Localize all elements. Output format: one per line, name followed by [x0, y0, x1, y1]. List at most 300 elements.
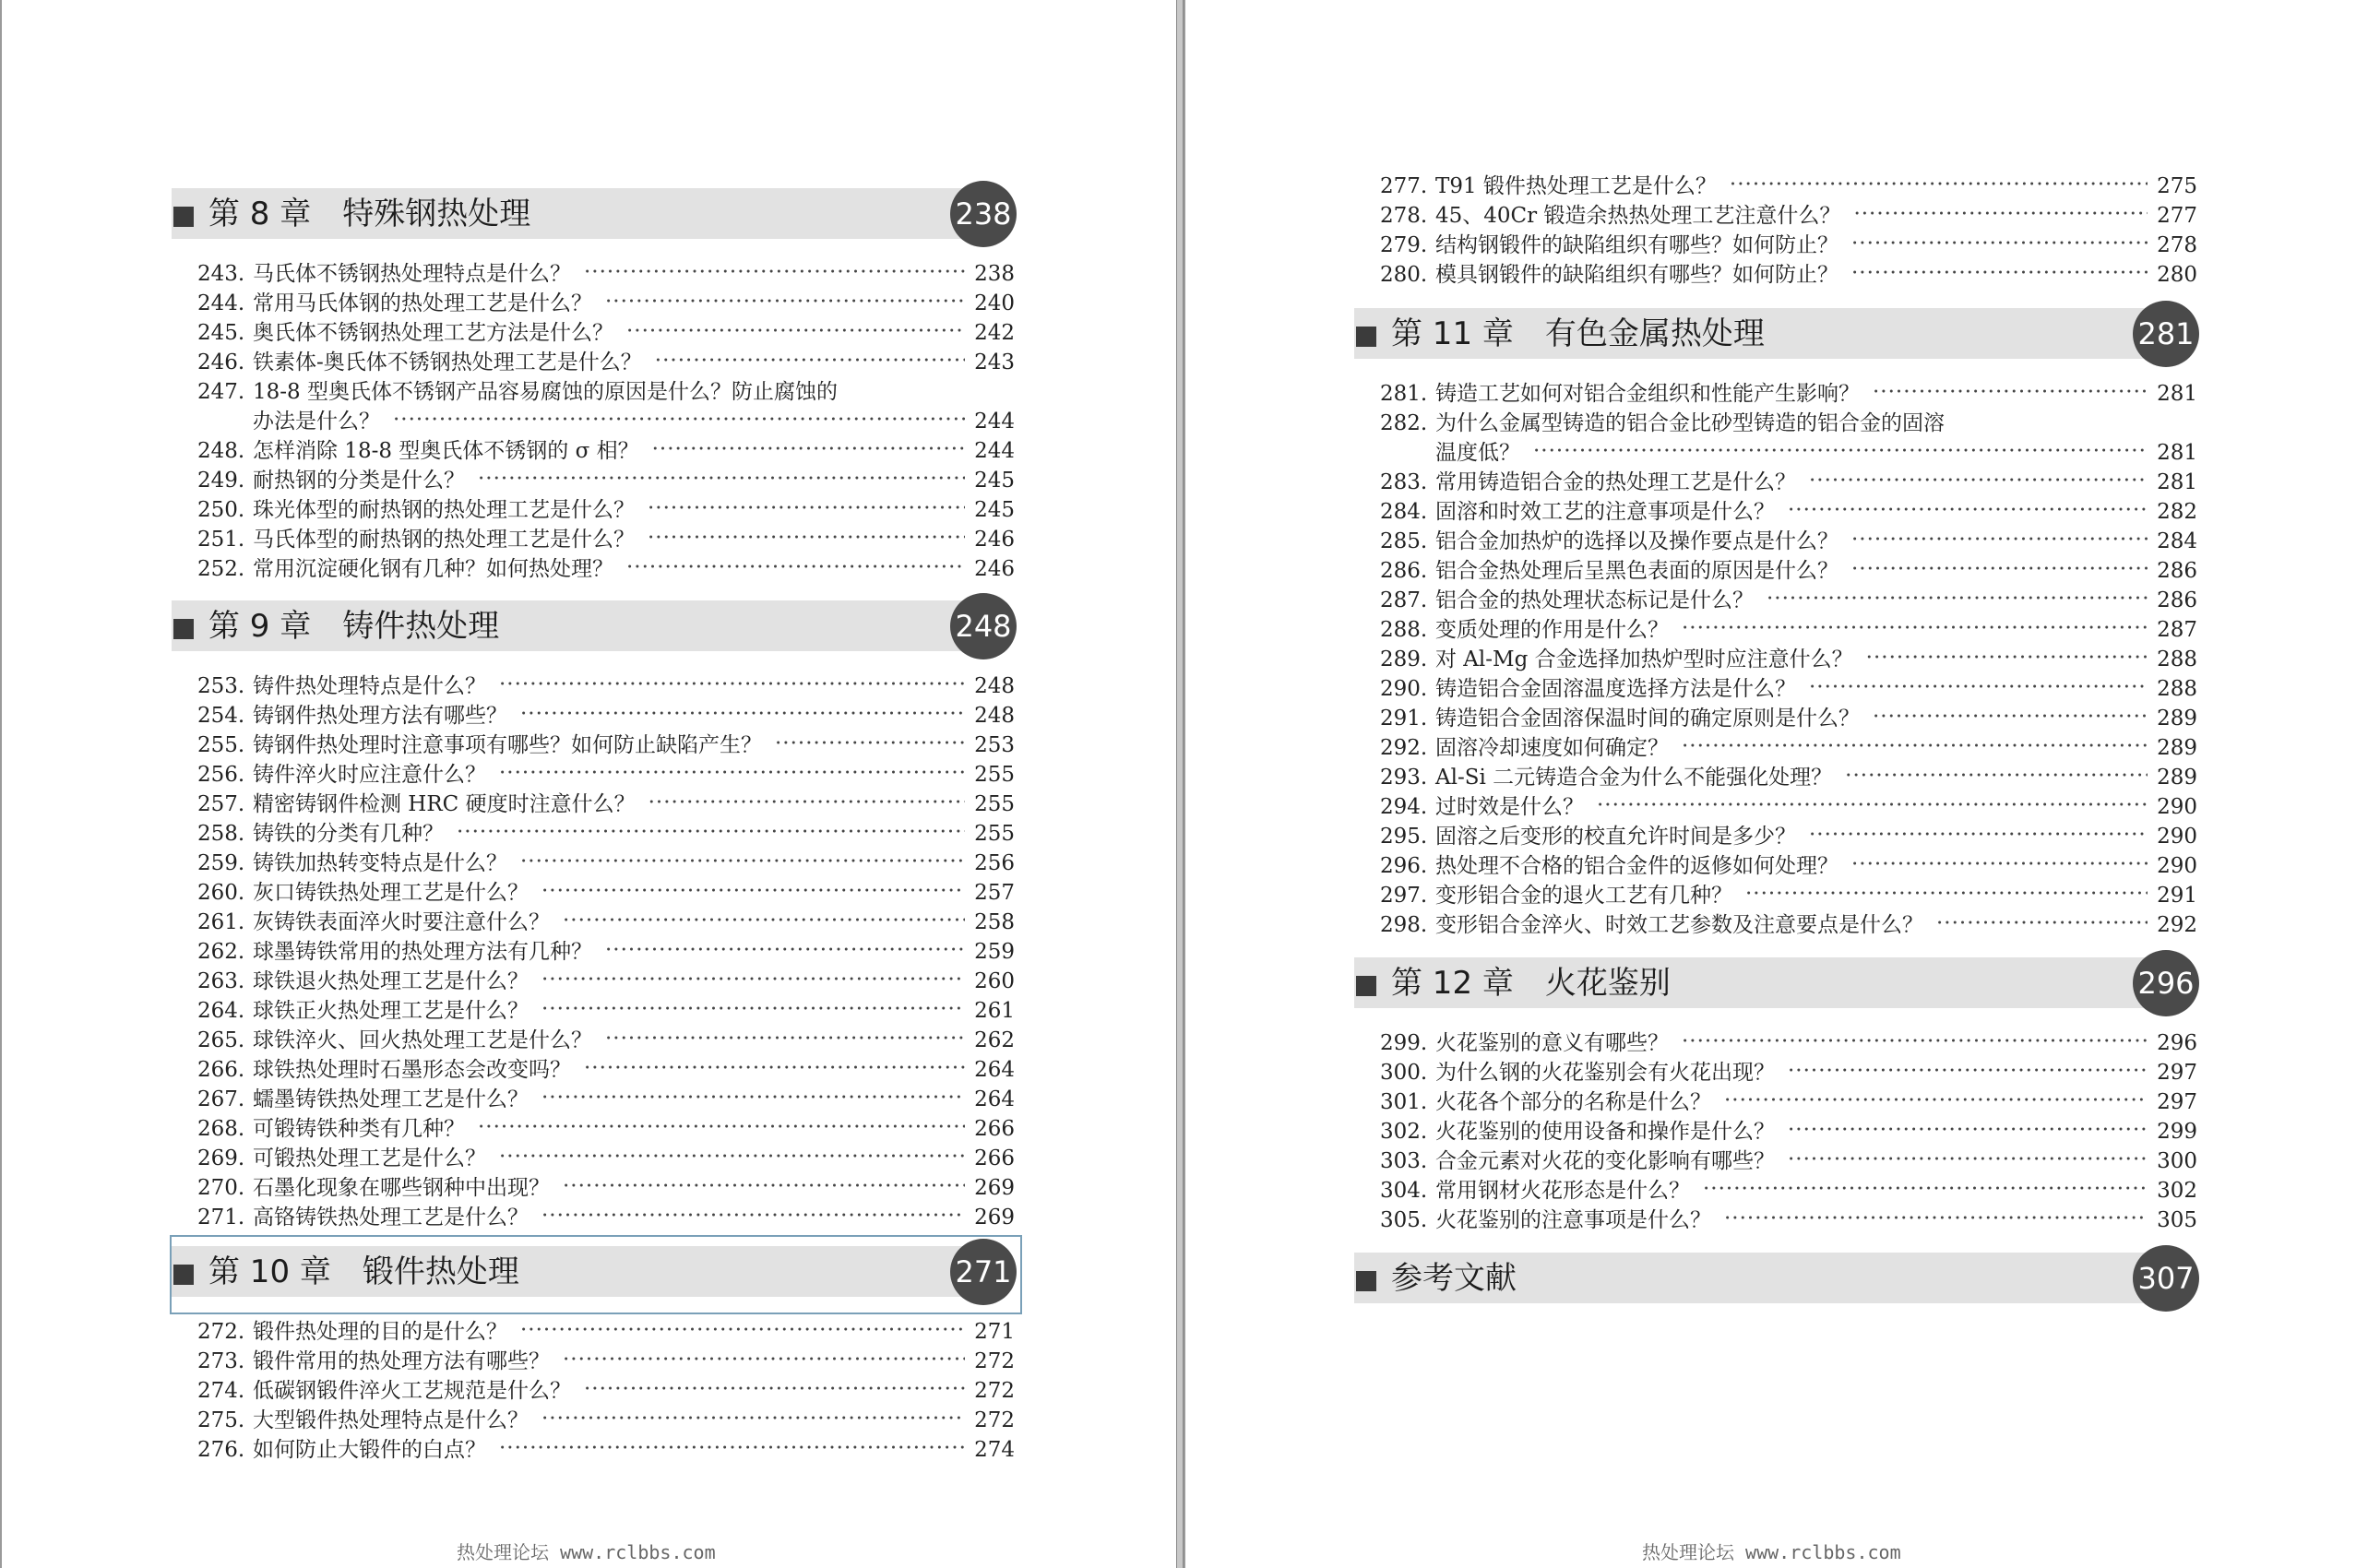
dot-leader [520, 849, 965, 878]
dot-leader [1873, 379, 2148, 409]
entry-page-number: 256 [974, 851, 1015, 875]
toc-entry[interactable] [172, 466, 1020, 495]
dot-leader [1597, 792, 2148, 822]
entry-title: 铸造铝合金固溶保温时间的确定原则是什么？ [1435, 707, 1860, 731]
toc-entry[interactable] [172, 1055, 1020, 1085]
entry-number: 283. [1380, 470, 1428, 494]
entry-title: 低碳钢锻件淬火工艺规范是什么？ [253, 1379, 571, 1403]
entry-number: 285. [1380, 529, 1428, 553]
entry-title: 马氏体型的耐热钢的热处理工艺是什么？ [253, 528, 635, 552]
entry-title: 珠光体型的耐热钢的热处理工艺是什么？ [253, 498, 635, 522]
entry-number: 248. [197, 439, 245, 463]
toc-entry[interactable] [172, 289, 1020, 318]
chapter-title: 第 11 章 有色金属热处理 [1391, 315, 1765, 352]
entry-page-number: 290 [2157, 825, 2197, 849]
square-bullet-icon [1356, 1271, 1376, 1291]
toc-entry[interactable] [172, 1144, 1020, 1173]
entry-title: 火花鉴别的意义有哪些？ [1435, 1031, 1669, 1055]
dot-leader [775, 731, 965, 760]
entry-title: 常用沉淀硬化钢有几种？如何热处理？ [253, 557, 613, 581]
toc-entry[interactable] [1354, 792, 2203, 822]
entry-page-number: 257 [974, 881, 1015, 905]
dot-leader [626, 318, 965, 348]
toc-entry[interactable] [172, 731, 1020, 760]
entry-number: 291. [1380, 707, 1428, 731]
entry-title: 常用马氏体钢的热处理工艺是什么？ [253, 291, 592, 315]
entry-page-number: 259 [974, 940, 1015, 964]
toc-entry[interactable] [172, 996, 1020, 1026]
dot-leader [648, 790, 965, 819]
entry-number: 300. [1380, 1061, 1428, 1085]
toc-entry[interactable] [172, 1085, 1020, 1114]
entry-title: 铝合金的热处理状态标记是什么？ [1435, 588, 1754, 612]
entry-number: 258. [197, 822, 245, 846]
entry-number: 278. [1380, 204, 1428, 228]
entry-page-number: 246 [974, 528, 1015, 552]
toc-entry[interactable] [172, 554, 1020, 584]
entry-page-number: 286 [2157, 559, 2197, 583]
entry-page-number: 255 [974, 822, 1015, 846]
entry-title: 结构钢锻件的缺陷组织有哪些？如何防止？ [1435, 233, 1838, 257]
entry-page-number: 245 [974, 498, 1015, 522]
toc-entry[interactable] [172, 1114, 1020, 1144]
toc-entry[interactable] [172, 1406, 1020, 1435]
toc-entry[interactable] [1354, 1146, 2203, 1176]
toc-entry[interactable] [172, 908, 1020, 937]
entry-title: 变形铝合金的退火工艺有几种？ [1435, 884, 1732, 908]
entry-page-number: 284 [2157, 529, 2197, 553]
dot-leader [478, 466, 965, 495]
entry-title: 火花各个部分的名称是什么？ [1435, 1090, 1711, 1114]
entry-number: 277. [1380, 174, 1428, 198]
entry-number: 302. [1380, 1120, 1428, 1144]
dot-leader [393, 407, 965, 436]
entry-title: 铸造铝合金固溶温度选择方法是什么？ [1435, 677, 1796, 701]
entry-number: 286. [1380, 559, 1428, 583]
entry-page-number: 262 [974, 1028, 1015, 1052]
entry-number: 268. [197, 1117, 245, 1141]
entry-number: 256. [197, 763, 245, 787]
entry-title: 铁素体-奥氏体不锈钢热处理工艺是什么？ [253, 350, 642, 374]
toc-entry[interactable] [172, 819, 1020, 849]
entry-number: 290. [1380, 677, 1428, 701]
entry-page-number: 289 [2157, 736, 2197, 760]
toc-entry[interactable] [1354, 379, 2203, 409]
toc-entry[interactable] [1354, 1206, 2203, 1235]
entry-page-number: 264 [974, 1087, 1015, 1111]
chapter-heading[interactable] [1354, 301, 2203, 367]
entry-title: 怎样消除 18-8 型奥氏体不锈钢的 σ 相？ [253, 439, 639, 463]
dot-leader [1724, 1206, 2148, 1235]
entry-title: 灰口铸铁热处理工艺是什么？ [253, 881, 529, 905]
entry-number: 271. [197, 1206, 245, 1229]
toc-entry[interactable] [172, 967, 1020, 996]
dot-leader [1682, 733, 2148, 763]
entry-page-number: 243 [974, 350, 1015, 374]
entry-title: 对 Al-Mg 合金选择加热炉型时应注意什么？ [1435, 647, 1853, 671]
entry-number: 257. [197, 792, 245, 816]
entry-number: 261. [197, 910, 245, 934]
dot-leader [1788, 497, 2148, 527]
entry-number: 247. [197, 380, 245, 404]
chapter-title: 第 12 章 火花鉴别 [1391, 965, 1671, 1002]
dot-leader [520, 701, 965, 731]
toc-entry[interactable] [172, 436, 1020, 466]
entry-page-number: 261 [974, 999, 1015, 1023]
entry-page-number: 253 [974, 733, 1015, 757]
entry-title: 固溶之后变形的校直允许时间是多少？ [1435, 825, 1796, 849]
dot-leader [1788, 1117, 2148, 1146]
entry-number: 287. [1380, 588, 1428, 612]
entry-number: 272. [197, 1320, 245, 1344]
entry-number: 297. [1380, 884, 1428, 908]
entry-page-number: 272 [974, 1379, 1015, 1403]
dot-leader [1682, 1028, 2148, 1058]
entry-page-number: 244 [974, 439, 1015, 463]
entry-title: 火花鉴别的使用设备和操作是什么？ [1435, 1120, 1775, 1144]
chapter-page-badge: 248 [950, 593, 1017, 659]
entry-number: 260. [197, 881, 245, 905]
entry-page-number: 255 [974, 763, 1015, 787]
toc-entry[interactable] [172, 1203, 1020, 1232]
chapter-heading[interactable] [172, 593, 1020, 659]
dot-leader [1682, 615, 2148, 645]
entry-number: 254. [197, 704, 245, 728]
entry-title: 铸件热处理特点是什么？ [253, 674, 486, 698]
dot-leader [655, 348, 965, 377]
chapter-page-badge: 271 [950, 1239, 1017, 1305]
toc-entry[interactable] [1354, 1117, 2203, 1146]
entry-page-number: 244 [974, 410, 1015, 434]
entry-title: Al-Si 二元铸造合金为什么不能强化处理？ [1435, 766, 1833, 790]
entry-page-number: 272 [974, 1349, 1015, 1373]
chapter-title: 第 8 章 特殊钢热处理 [208, 196, 531, 232]
dot-leader [520, 1317, 965, 1347]
toc-entry[interactable] [1354, 260, 2203, 290]
chapter-title: 参考文献 [1391, 1260, 1517, 1297]
toc-entry[interactable] [1354, 556, 2203, 586]
dot-leader [584, 259, 965, 289]
dot-leader [1851, 527, 2148, 556]
toc-entry[interactable] [172, 937, 1020, 967]
entry-number: 292. [1380, 736, 1428, 760]
dot-leader [1866, 645, 2148, 674]
entry-title: 球铁淬火、回火热处理工艺是什么？ [253, 1028, 592, 1052]
entry-page-number: 282 [2157, 500, 2197, 524]
entry-title: 球铁热处理时石墨形态会改变吗？ [253, 1058, 571, 1082]
entry-page-number: 289 [2157, 766, 2197, 790]
entry-number: 251. [197, 528, 245, 552]
entry-number: 280. [1380, 263, 1428, 287]
dot-leader [499, 760, 965, 790]
entry-page-number: 266 [974, 1117, 1015, 1141]
toc-entry[interactable] [1354, 201, 2203, 231]
entry-page-number: 264 [974, 1058, 1015, 1082]
toc-entry[interactable] [1354, 1028, 2203, 1058]
toc-entry[interactable] [172, 348, 1020, 377]
toc-entry[interactable] [172, 701, 1020, 731]
toc-entry[interactable] [1354, 704, 2203, 733]
toc-entry[interactable] [1354, 497, 2203, 527]
toc-entry[interactable] [1354, 172, 2203, 201]
dot-leader [457, 819, 965, 849]
entry-title: 为什么钢的火花鉴别会有火花出现？ [1435, 1061, 1775, 1085]
entry-title: 变质处理的作用是什么？ [1435, 618, 1669, 642]
dot-leader [1809, 468, 2148, 497]
dot-leader [1845, 763, 2148, 792]
toc-entry[interactable] [1354, 910, 2203, 940]
entry-page-number: 286 [2157, 588, 2197, 612]
toc-entry[interactable] [172, 1173, 1020, 1203]
entry-title: 温度低？ [1435, 441, 1520, 465]
entry-title: 铝合金加热炉的选择以及操作要点是什么？ [1435, 529, 1838, 553]
entry-page-number: 266 [974, 1146, 1015, 1170]
dot-leader [541, 967, 965, 996]
toc-entry[interactable] [1354, 645, 2203, 674]
entry-number: 303. [1380, 1149, 1428, 1173]
chapter-page-badge: 281 [2133, 301, 2199, 367]
entry-title: 蠕墨铸铁热处理工艺是什么？ [253, 1087, 529, 1111]
entry-title: 可锻铸铁种类有几种？ [253, 1117, 465, 1141]
dot-leader [1873, 704, 2148, 733]
entry-number: 249. [197, 469, 245, 493]
dot-leader [541, 1406, 965, 1435]
toc-entry[interactable] [1354, 1058, 2203, 1087]
entry-title: 马氏体不锈钢热处理特点是什么？ [253, 262, 571, 286]
dot-leader [605, 289, 965, 318]
toc-entry[interactable] [1354, 822, 2203, 851]
entry-page-number: 258 [974, 910, 1015, 934]
dot-leader [605, 1026, 965, 1055]
toc-entry[interactable] [1354, 615, 2203, 645]
dot-leader [563, 1347, 965, 1376]
toc-entry[interactable] [172, 407, 1020, 436]
entry-page-number: 248 [974, 674, 1015, 698]
dot-leader [1851, 260, 2148, 290]
square-bullet-icon [173, 619, 194, 639]
chapter-band [172, 1246, 983, 1297]
entry-page-number: 269 [974, 1206, 1015, 1229]
entry-number: 296. [1380, 854, 1428, 878]
entry-number: 276. [197, 1438, 245, 1462]
entry-title: 精密铸钢件检测 HRC 硬度时注意什么？ [253, 792, 636, 816]
dot-leader [605, 937, 965, 967]
entry-title: 常用铸造铝合金的热处理工艺是什么？ [1435, 470, 1796, 494]
toc-entry[interactable] [172, 790, 1020, 819]
chapter-title: 第 10 章 锻件热处理 [208, 1253, 519, 1290]
entry-title: 球铁正火热处理工艺是什么？ [253, 999, 529, 1023]
toc-entry[interactable] [172, 1347, 1020, 1376]
square-bullet-icon [173, 207, 194, 227]
entry-page-number: 290 [2157, 795, 2197, 819]
dot-leader [1767, 586, 2148, 615]
entry-title: 灰铸铁表面淬火时要注意什么？ [253, 910, 550, 934]
entry-number: 304. [1380, 1179, 1428, 1203]
page-divider [1176, 0, 1184, 1568]
toc-entry[interactable] [172, 525, 1020, 554]
entry-title: 45、40Cr 锻造余热热处理工艺注意什么？ [1435, 204, 1841, 228]
dot-leader [499, 671, 965, 701]
dot-leader [1936, 910, 2148, 940]
dot-leader [1533, 438, 2148, 468]
entry-title: 为什么金属型铸造的铝合金比砂型铸造的铝合金的固溶 [1435, 411, 1945, 435]
dot-leader [1788, 1146, 2148, 1176]
entry-title: 火花鉴别的注意事项是什么？ [1435, 1208, 1711, 1232]
toc-entry[interactable] [1354, 1176, 2203, 1206]
square-bullet-icon [1356, 327, 1376, 347]
toc-entry[interactable] [172, 760, 1020, 790]
entry-number: 270. [197, 1176, 245, 1200]
entry-page-number: 281 [2157, 382, 2197, 406]
entry-title: 变形铝合金淬火、时效工艺参数及注意要点是什么？ [1435, 913, 1923, 937]
entry-title: 固溶和时效工艺的注意事项是什么？ [1435, 500, 1775, 524]
chapter-heading[interactable] [1354, 950, 2203, 1016]
entry-number: 250. [197, 498, 245, 522]
entry-number: 289. [1380, 647, 1428, 671]
dot-leader [1809, 822, 2148, 851]
entry-title: 办法是什么？ [253, 410, 380, 434]
entry-title: 石墨化现象在哪些钢种中出现？ [253, 1176, 550, 1200]
chapter-heading[interactable] [172, 181, 1020, 247]
entry-title: 热处理不合格的铝合金件的返修如何处理？ [1435, 854, 1838, 878]
toc-entry[interactable] [1354, 468, 2203, 497]
toc-entry[interactable] [172, 259, 1020, 289]
left-page [0, 0, 1176, 1568]
toc-entry[interactable] [172, 671, 1020, 701]
toc-entry[interactable] [172, 849, 1020, 878]
entry-number: 252. [197, 557, 245, 581]
entry-number: 243. [197, 262, 245, 286]
entry-page-number: 260 [974, 969, 1015, 993]
toc-entry[interactable] [1354, 527, 2203, 556]
entry-number: 279. [1380, 233, 1428, 257]
dot-leader [648, 525, 965, 554]
dot-leader [1745, 881, 2148, 910]
entry-title: 过时效是什么？ [1435, 795, 1584, 819]
entry-page-number: 274 [974, 1438, 1015, 1462]
chapter-page-badge: 238 [950, 181, 1017, 247]
entry-page-number: 296 [2157, 1031, 2197, 1055]
entry-title: 球墨铸铁常用的热处理方法有几种？ [253, 940, 592, 964]
entry-number: 305. [1380, 1208, 1428, 1232]
entry-title: 18-8 型奥氏体不锈钢产品容易腐蚀的原因是什么？防止腐蚀的 [253, 380, 838, 404]
entry-number: 263. [197, 969, 245, 993]
entry-number: 301. [1380, 1090, 1428, 1114]
entry-number: 274. [197, 1379, 245, 1403]
page-footer-right: 热处理论坛 www.rclbbs.com [1642, 1541, 1901, 1563]
toc-entry[interactable] [1354, 733, 2203, 763]
entry-number: 253. [197, 674, 245, 698]
dot-leader [1809, 674, 2148, 704]
dot-leader [1851, 556, 2148, 586]
entry-number: 293. [1380, 766, 1428, 790]
toc-entry[interactable] [172, 377, 1020, 407]
toc-entry[interactable] [172, 1026, 1020, 1055]
toc-entry[interactable] [1354, 763, 2203, 792]
entry-page-number: 288 [2157, 647, 2197, 671]
entry-number: 246. [197, 350, 245, 374]
toc-entry[interactable] [172, 318, 1020, 348]
entry-title: 铸钢件热处理方法有哪些？ [253, 704, 507, 728]
entry-title: 固溶冷却速度如何确定？ [1435, 736, 1669, 760]
entry-page-number: 280 [2157, 263, 2197, 287]
toc-entry[interactable] [172, 1376, 1020, 1406]
dot-leader [541, 878, 965, 908]
toc-entry[interactable] [172, 1317, 1020, 1347]
chapter-heading[interactable] [1354, 1245, 2203, 1312]
entry-page-number: 240 [974, 291, 1015, 315]
entry-title: T91 锻件热处理工艺是什么？ [1435, 174, 1717, 198]
dot-leader [626, 554, 965, 584]
entry-title: 锻件常用的热处理方法有哪些？ [253, 1349, 550, 1373]
dot-leader [563, 1173, 965, 1203]
chapter-title: 第 9 章 铸件热处理 [208, 608, 500, 645]
entry-page-number: 275 [2157, 174, 2197, 198]
dot-leader [1851, 231, 2148, 260]
toc-entry[interactable] [172, 495, 1020, 525]
entry-title: 大型锻件热处理特点是什么？ [253, 1408, 529, 1432]
dot-leader [499, 1435, 965, 1465]
entry-page-number: 297 [2157, 1090, 2197, 1114]
toc-entry[interactable] [172, 878, 1020, 908]
entry-number: 267. [197, 1087, 245, 1111]
entry-page-number: 299 [2157, 1120, 2197, 1144]
entry-number: 264. [197, 999, 245, 1023]
entry-page-number: 278 [2157, 233, 2197, 257]
entry-title: 合金元素对火花的变化影响有哪些？ [1435, 1149, 1775, 1173]
entry-page-number: 272 [974, 1408, 1015, 1432]
toc-entry[interactable] [172, 1435, 1020, 1465]
entry-number: 255. [197, 733, 245, 757]
entry-title: 铸铁的分类有几种？ [253, 822, 444, 846]
entry-title: 可锻热处理工艺是什么？ [253, 1146, 486, 1170]
toc-entry[interactable] [1354, 409, 2203, 438]
toc-entry[interactable] [1354, 1087, 2203, 1117]
toc-entry[interactable] [1354, 586, 2203, 615]
entry-page-number: 297 [2157, 1061, 2197, 1085]
entry-number: 275. [197, 1408, 245, 1432]
entry-number: 269. [197, 1146, 245, 1170]
toc-entry[interactable] [1354, 851, 2203, 881]
entry-number: 245. [197, 321, 245, 345]
entry-title: 铝合金热处理后呈黑色表面的原因是什么？ [1435, 559, 1838, 583]
dot-leader [1788, 1058, 2148, 1087]
toc-entry[interactable] [1354, 231, 2203, 260]
entry-number: 265. [197, 1028, 245, 1052]
entry-number: 295. [1380, 825, 1428, 849]
toc-entry[interactable] [1354, 881, 2203, 910]
entry-title: 铸铁加热转变特点是什么？ [253, 851, 507, 875]
chapter-page-badge: 307 [2133, 1245, 2199, 1312]
dot-leader [1703, 1176, 2148, 1206]
entry-number: 273. [197, 1349, 245, 1373]
entry-title: 锻件热处理的目的是什么？ [253, 1320, 507, 1344]
toc-entry[interactable] [1354, 674, 2203, 704]
entry-title: 常用钢材火花形态是什么？ [1435, 1179, 1690, 1203]
page-footer-left: 热处理论坛 www.rclbbs.com [457, 1541, 716, 1563]
toc-entry[interactable] [1354, 438, 2203, 468]
entry-page-number: 305 [2157, 1208, 2197, 1232]
dot-leader [584, 1055, 965, 1085]
entry-title: 奥氏体不锈钢热处理工艺方法是什么？ [253, 321, 613, 345]
entry-page-number: 291 [2157, 884, 2197, 908]
entry-page-number: 302 [2157, 1179, 2197, 1203]
square-bullet-icon [173, 1265, 194, 1285]
entry-number: 244. [197, 291, 245, 315]
chapter-heading[interactable] [172, 1239, 1020, 1305]
dot-leader [1724, 1087, 2148, 1117]
entry-number: 284. [1380, 500, 1428, 524]
